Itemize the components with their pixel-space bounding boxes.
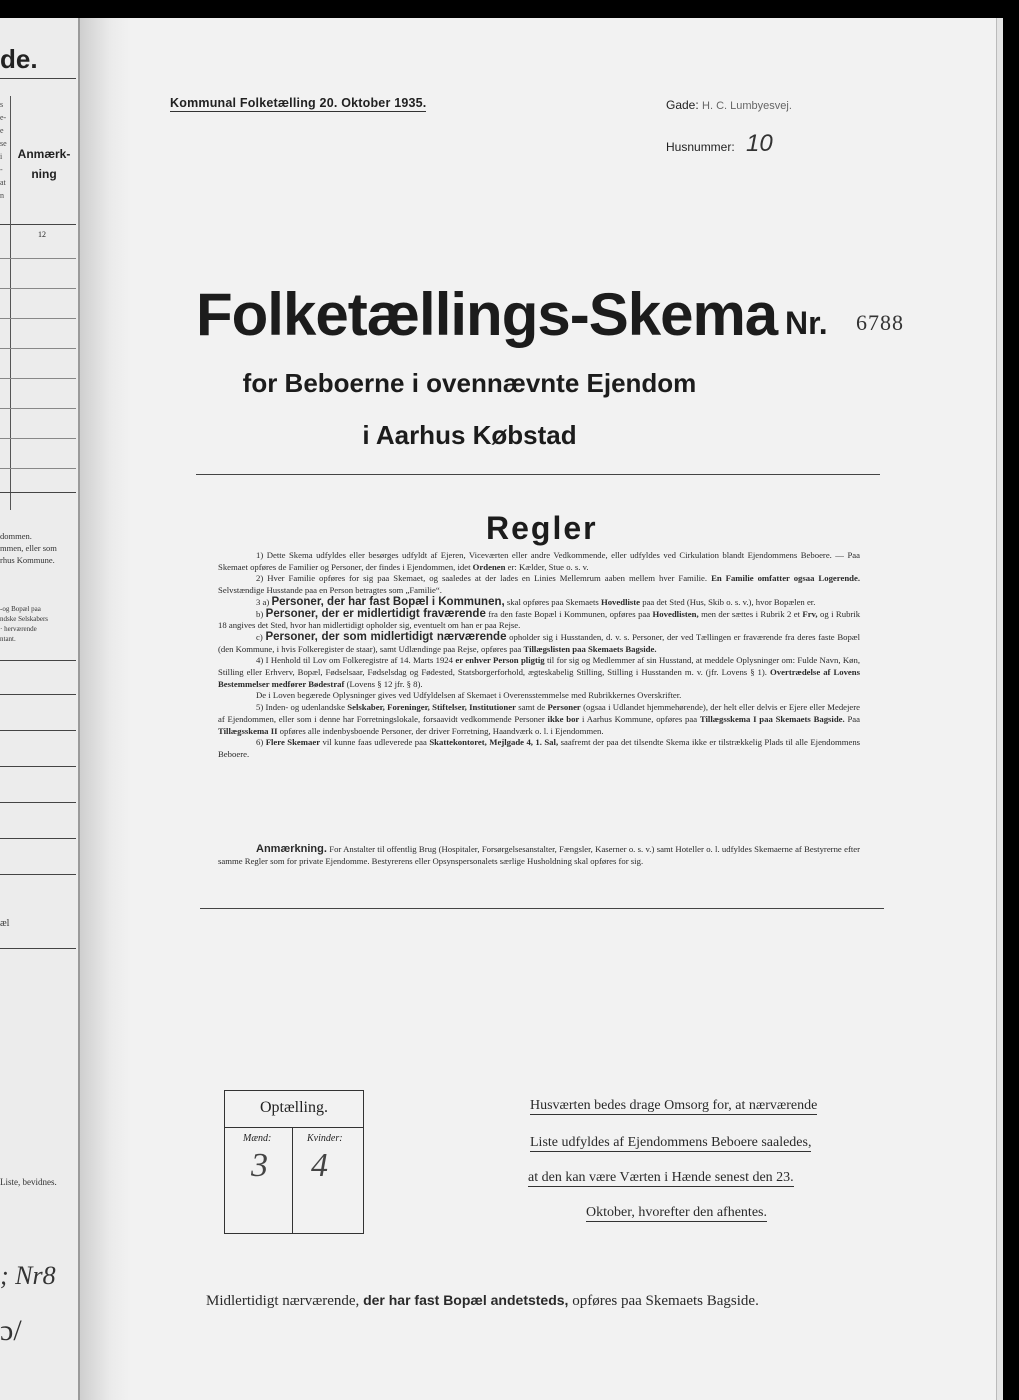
- divider: [0, 802, 76, 803]
- divider: [0, 492, 76, 493]
- remark-text: For Anstalter til offentlig Brug (Hospitaler, Forsørgelsesanstalter, Fængsler, Kaserner o. s. v.) samt Hoteller o. l. udfyldes Skemaerne af Bestyrerne efter samme Regler som for private Ejendomme. Bestyrerens eller Opsynspersonalets særlige Husholdning skal opføres for sig.: [218, 844, 860, 866]
- rules-text: [218, 550, 860, 761]
- divider: [0, 730, 76, 731]
- title-divider: [196, 474, 880, 475]
- table-row-line: [0, 288, 76, 289]
- form-subtitle-city: i Aarhus Købstad: [362, 420, 577, 450]
- street-field: [666, 98, 792, 112]
- form-title: Folketællings-Skema: [196, 281, 778, 348]
- house-number-value: 10: [746, 130, 773, 157]
- divider: [0, 766, 76, 767]
- adjacent-note: -og Bopæl paa ndske Selskabers · herværende ntant.: [0, 605, 49, 643]
- divider: [0, 224, 76, 225]
- page-edge: [996, 18, 1003, 1400]
- adjacent-note: dommen. mmen, eller som rhus Kommune.: [0, 531, 57, 565]
- street-label: Gade:: [666, 98, 699, 112]
- rule-2: 2) Hver Familie opføres for sig paa Skemaet, og saaledes at der lades en Linies Mellemrum aaben mellem hver Familie. En Familie omfatter ogsaa Logerende. Selvstændige Husstande paa en Person betragtes som „Familie“.: [218, 573, 861, 596]
- house-number-field: [666, 130, 773, 158]
- handwritten-note: ; Nr8: [0, 1261, 56, 1290]
- divider: [0, 874, 76, 875]
- column-header-fragment: s e- e se i - at n: [0, 100, 7, 200]
- street-value: H. C. Lumbyesvej.: [702, 100, 792, 112]
- adjacent-note: Liste, bevidnes.: [0, 1177, 57, 1187]
- table-row-line: [0, 318, 76, 319]
- form-number-label: Nr.: [785, 305, 828, 341]
- form-number-value: 6788: [856, 310, 904, 335]
- notice-line: Liste udfyldes af Ejendommens Beboere saaledes,: [530, 1135, 812, 1150]
- footer-note: Midlertidigt nærværende, der har fast Bopæl andetsteds, opføres paa Skemaets Bagside.: [206, 1292, 759, 1309]
- rule-1: 1) Dette Skema udfyldes eller besørges udfyldt af Ejeren, Viceværten eller andre Vedkommende, eller udfyldes ved Cirkulation blandt Ejendommens Beboere. — Paa Skemaet opføres de Familier og Personer, der findes i Ejendommen, idet Ordenen er: Kælder, Stue o. s. v.: [218, 550, 860, 572]
- book-gutter: [80, 18, 132, 1400]
- divider: [225, 1127, 363, 1128]
- rule-3c: c) Personer, der som midlertidigt nærværende opholder sig i Husstanden, d. v. s. Personer, der ved Tællingen er fraværende fra deres faste Bopæl (den Kommune, i hvis Folkeregister de staar), samt Udlændinge paa Rejse, opføres paa Tillægslisten paa Skemaets Bagside.: [218, 630, 861, 654]
- adjacent-page-title: de.: [0, 44, 38, 74]
- count-box: [224, 1090, 364, 1234]
- section-divider: [200, 908, 884, 909]
- house-number-label: Husnummer:: [666, 140, 735, 154]
- rule-6: 6) Flere Skemaer vil kunne faas udleverede paa Skattekontoret, Mejlgade 4, 1. Sal, saafremt der paa det tilsendte Skema ikke er tilstrækkelig Plads til alle Ejendommens Beboere.: [218, 737, 861, 759]
- divider: [0, 694, 76, 695]
- table-row-line: [0, 468, 76, 469]
- rule-3a: 3 a) Personer, der har fast Bopæl i Kommunen, skal opføres paa Skemaets Hovedliste paa det Sted (Hus, Skib o. s. v.), hvor Bopælen er.: [256, 595, 816, 608]
- adjacent-note: æl: [0, 918, 10, 929]
- women-label: Kvinder:: [307, 1133, 343, 1144]
- notice-line: at den kan være Værten i Hænde senest den 23.: [528, 1170, 794, 1185]
- rule-4: 4) I Henhold til Lov om Folkeregistre af 14. Marts 1924 er enhver Person pligtig til for sig og Medlemmer af sin Husstand, at meddele Oplysninger om: Fulde Navn, Køn, Stilling eller Erhverv, Bopæl, Fødselsaar, Fødselsdag og Fødested, Statsborgerforhold, ægteskabelig Stilling, Stilling i Husstanden m. v. (jfr. Lovens § 1). Overtrædelse af Lovens Bestemmelser medfører Bødestraf (Lovens § 12 jfr. § 8).: [218, 655, 861, 689]
- divider: [0, 948, 76, 949]
- handwritten-signature: ɔ/: [0, 1314, 22, 1347]
- notice-line: Husværten bedes drage Omsorg for, at nærværende: [530, 1098, 818, 1113]
- column-header-anmaerkning: Anmærk- ning: [17, 147, 71, 181]
- divider: [0, 660, 76, 661]
- count-box-title: Optælling.: [259, 1099, 328, 1116]
- rules-heading: Regler: [486, 510, 598, 546]
- women-count: 4: [311, 1147, 328, 1184]
- remark: [218, 843, 860, 867]
- form-subtitle: for Beboerne i ovennævnte Ejendom: [242, 368, 697, 398]
- census-header: Kommunal Folketælling 20. Oktober 1935.: [170, 96, 427, 110]
- table-row-line: [0, 348, 76, 349]
- rule-5: 5) Inden- og udenlandske Selskaber, Foreninger, Stiftelser, Institutioner samt de Personer (ogsaa i Udlandet hjemmehørende), der helt eller delvis er Ejere eller Medejere af Ejendommen, eller som i denne har Forretningslokale, forsaavidt vedkommende Personer ikke bor i Aarhus Kommune, opføres paa Tillægsskema I paa Skemaets Bagside. Paa Tillægsskema II opføres alle indenbysboende Personer, der driver Forretning, Haandværk o. l. i Ejendommen.: [218, 702, 861, 736]
- notice-line: Oktober, hvorefter den afhentes.: [586, 1205, 767, 1220]
- men-count: 3: [251, 1147, 268, 1184]
- rule-4b: De i Loven begærede Oplysninger gives ved Udfyldelsen af Skemaet i Overensstemmelse med Rubrikkernes Overskrifter.: [256, 690, 682, 701]
- remark-label: Anmærkning.: [256, 843, 327, 855]
- column-number: 12: [38, 230, 46, 239]
- divider: [0, 78, 76, 79]
- adjacent-page: [0, 18, 80, 1400]
- rule-3b: b) Personer, der er midlertidigt fraværende fra den faste Bopæl i Kommunen, opføres paa Hovedlisten, men der sættes i Rubrik 2 et Frv, og i Rubrik 18 angives det Sted, hvor han midlertidigt opholder sig, eventuelt om han er paa Rejse.: [218, 607, 861, 631]
- men-label: Mænd:: [243, 1133, 272, 1144]
- table-row-line: [0, 408, 76, 409]
- table-row-line: [0, 258, 76, 259]
- divider: [292, 1127, 293, 1233]
- divider: [0, 838, 76, 839]
